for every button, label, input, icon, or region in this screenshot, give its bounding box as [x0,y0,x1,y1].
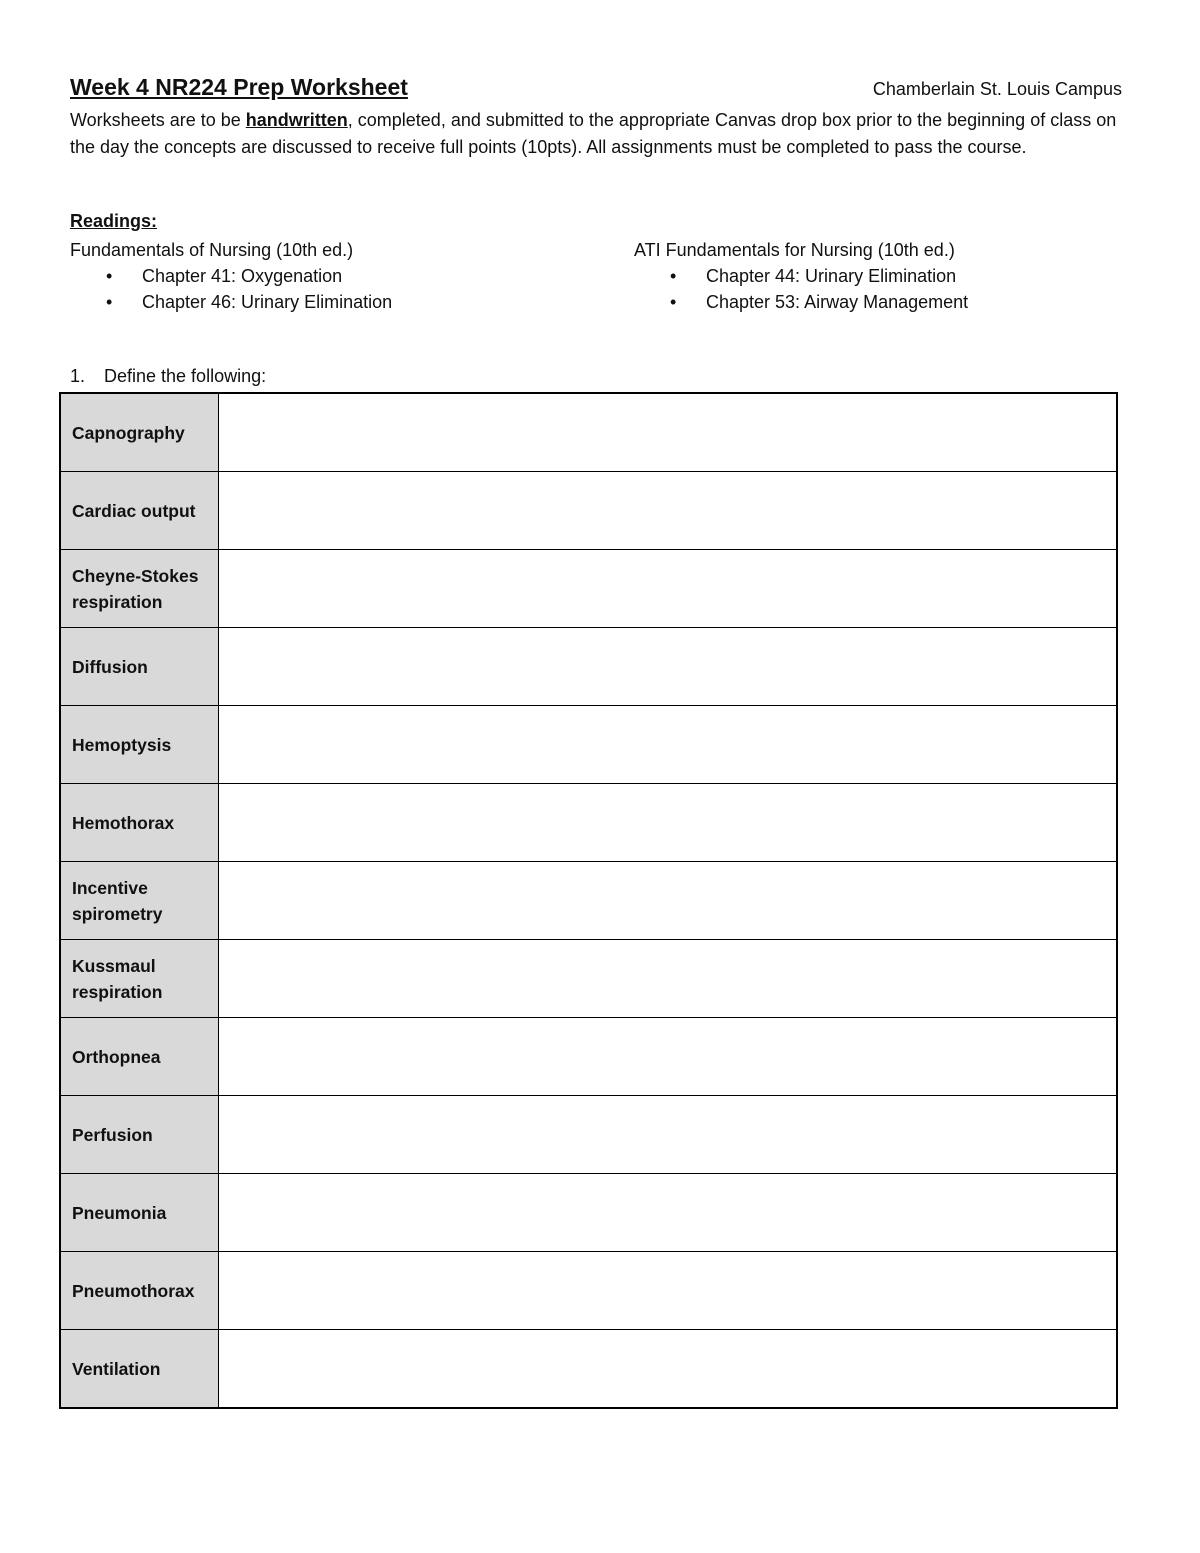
instructions-text-end: , completed, and submitted to the appropriate Canvas drop box prior to the beginning of class on the day the concepts are discussed to receive full points (10pts). All assignments must be completed to pass the course. [70,110,1117,157]
table-row [60,393,1117,472]
table-row [60,550,1117,628]
table-row [60,862,1117,940]
chapter-label: Chapter 53: Airway Management [706,292,969,312]
table-row [60,1174,1117,1252]
term-cell: Cardiac output [60,472,218,550]
question-number: 1. [70,366,86,386]
term-cell: Pneumonia [60,1174,218,1252]
table-row [60,472,1117,550]
definition-answer-cell[interactable] [218,1174,1117,1252]
instructions-text-start: Worksheets are to be [70,110,246,130]
definition-answer-cell[interactable] [218,784,1117,862]
term-cell: Hemothorax [60,784,218,862]
bullet-icon: • [106,292,113,312]
campus-label: Chamberlain St. Louis Campus [872,79,1122,99]
definition-answer-cell[interactable] [218,706,1117,784]
header [70,74,1122,108]
readings-right-column [634,237,968,315]
definition-answer-cell[interactable] [218,1018,1117,1096]
chapter-label: Chapter 46: Urinary Elimination [142,292,393,312]
term-cell: Cheyne-Stokes respiration [60,550,218,628]
term-cell: Kussmaul respiration [60,940,218,1018]
reading-chapter-item [70,263,392,289]
table-row [60,1330,1117,1409]
chapter-label: Chapter 41: Oxygenation [142,266,343,286]
bullet-icon: • [106,266,113,286]
table-row [60,1018,1117,1096]
definition-answer-cell[interactable] [218,1096,1117,1174]
table-row [60,628,1117,706]
term-cell: Hemoptysis [60,706,218,784]
definition-answer-cell[interactable] [218,940,1117,1018]
bullet-icon: • [670,266,677,286]
definition-answer-cell[interactable] [218,1252,1117,1330]
reading-chapter-list-right [634,263,968,315]
term-cell: Ventilation [60,1330,218,1409]
term-cell: Diffusion [60,628,218,706]
table-row [60,1252,1117,1330]
term-cell: Capnography [60,393,218,472]
readings-left-column [70,237,392,315]
term-cell: Perfusion [60,1096,218,1174]
table-row [60,784,1117,862]
term-cell: Orthopnea [60,1018,218,1096]
table-row [60,1096,1117,1174]
reading-chapter-item [70,289,392,315]
reading-source-right: ATI Fundamentals for Nursing (10th ed.) [634,240,955,260]
term-cell: Incentive spirometry [60,862,218,940]
reading-source-left: Fundamentals of Nursing (10th ed.) [70,240,354,260]
instructions-paragraph [70,107,1130,160]
reading-chapter-list-left [70,263,392,315]
chapter-label: Chapter 44: Urinary Elimination [706,266,957,286]
table-row [60,940,1117,1018]
term-cell: Pneumothorax [60,1252,218,1330]
instructions-emphasis: handwritten [245,110,348,130]
reading-chapter-item [634,289,968,315]
definition-answer-cell[interactable] [218,393,1117,472]
definition-answer-cell[interactable] [218,628,1117,706]
definition-answer-cell[interactable] [218,862,1117,940]
bullet-icon: • [670,292,677,312]
readings-heading: Readings: [70,211,158,231]
definition-answer-cell[interactable] [218,472,1117,550]
page-title: Week 4 NR224 Prep Worksheet [70,74,408,100]
question-text: Define the following: [104,366,267,386]
reading-chapter-item [634,263,968,289]
definitions-table [59,392,1118,1409]
definition-answer-cell[interactable] [218,550,1117,628]
table-row [60,706,1117,784]
definition-answer-cell[interactable] [218,1330,1117,1409]
question-prompt [70,366,266,387]
